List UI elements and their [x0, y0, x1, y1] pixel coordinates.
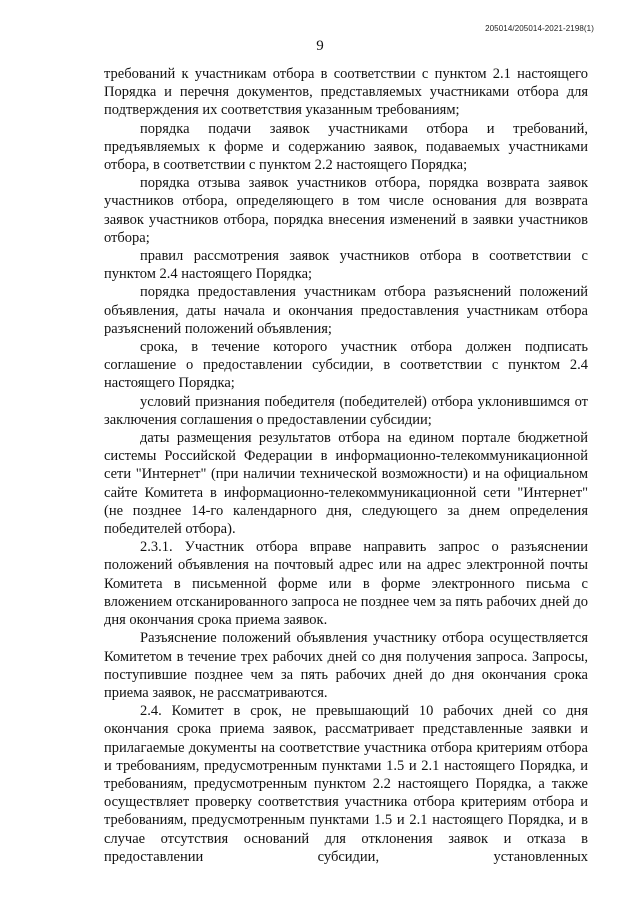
paragraph: правил рассмотрения заявок участников отбора в соответствии с пунктом 2.4 настоящего Порядка; — [104, 248, 588, 283]
body-text — [104, 65, 588, 866]
paragraph: порядка предоставления участникам отбора разъяснений положений объявления, даты начала и окончания предоставления участникам отбора разъяснений положений объявления; — [104, 284, 588, 337]
page-number: 9 — [316, 38, 324, 54]
paragraph: даты размещения результатов отбора на едином портале бюджетной системы Российской Федерации в информационно-телекоммуникационной сети "Интернет" (при наличии технической возможности) и на официальном сайте Комитета в информационно-телекоммуникационной сети "Интернет" (не позднее 14-го календарного дня, следующего за днем определения победителей отбора). — [104, 430, 588, 538]
paragraph: 2.3.1. Участник отбора вправе направить запрос о разъяснении положений объявления на почтовый адрес или на адрес электронной почты Комитета в письменной форме или в форме электронного письма с вложением отсканированного запроса не позднее чем за пять рабочих дней до дня окончания срока приема заявок. — [104, 539, 588, 629]
paragraph: условий признания победителя (победителей) отбора уклонившимся от заключения соглашения о предоставлении субсидии; — [104, 393, 588, 428]
paragraph: требований к участникам отбора в соответствии с пунктом 2.1 настоящего Порядка и перечня документов, представляемых участниками отбора для подтверждения их соответствия указанным требованиям; — [104, 66, 588, 119]
paragraph: Разъяснение положений объявления участнику отбора осуществляется Комитетом в течение трех рабочих дней со дня получения запроса. Запросы, поступившие позднее чем за пять рабочих дней до дня окончания срока приема заявок, не рассматриваются. — [104, 630, 588, 701]
paragraph: 2.4. Комитет в срок, не превышающий 10 рабочих дней со дня окончания срока приема заявок, рассматривает представленные заявки и прилагаемые документы на соответствие участника отбора критериям отбора и требованиям, предусмотренным пунктами 1.5 и 2.1 настоящего Порядка, и требованиям, предусмотренным пунктом 2.2 настоящего Порядка, а также осуществляет проверку соответствия участника отбора критериям отбора и требованиям, предусмотренным пунктами 1.5 и 2.1 настоящего Порядка, и в случае отсутствия оснований для отклонения заявок и отказа в предоставлении субсидии, установленных — [104, 703, 588, 865]
paragraph: порядка отзыва заявок участников отбора, порядка возврата заявок участников отбора, определяющего в том числе основания для возврата заявок участников отбора, порядка внесения изменений в заявки участников отбора; — [104, 175, 588, 246]
document-id: 205014/205014-2021-2198(1) — [485, 24, 594, 33]
paragraph: срока, в течение которого участник отбора должен подписать соглашение о предоставлении субсидии, в соответствии с пунктом 2.4 настоящего Порядка; — [104, 339, 588, 392]
paragraph: порядка подачи заявок участниками отбора и требований, предъявляемых к форме и содержанию заявок, подаваемых участниками отбора, в соответствии с пунктом 2.2 настоящего Порядка; — [104, 120, 588, 174]
